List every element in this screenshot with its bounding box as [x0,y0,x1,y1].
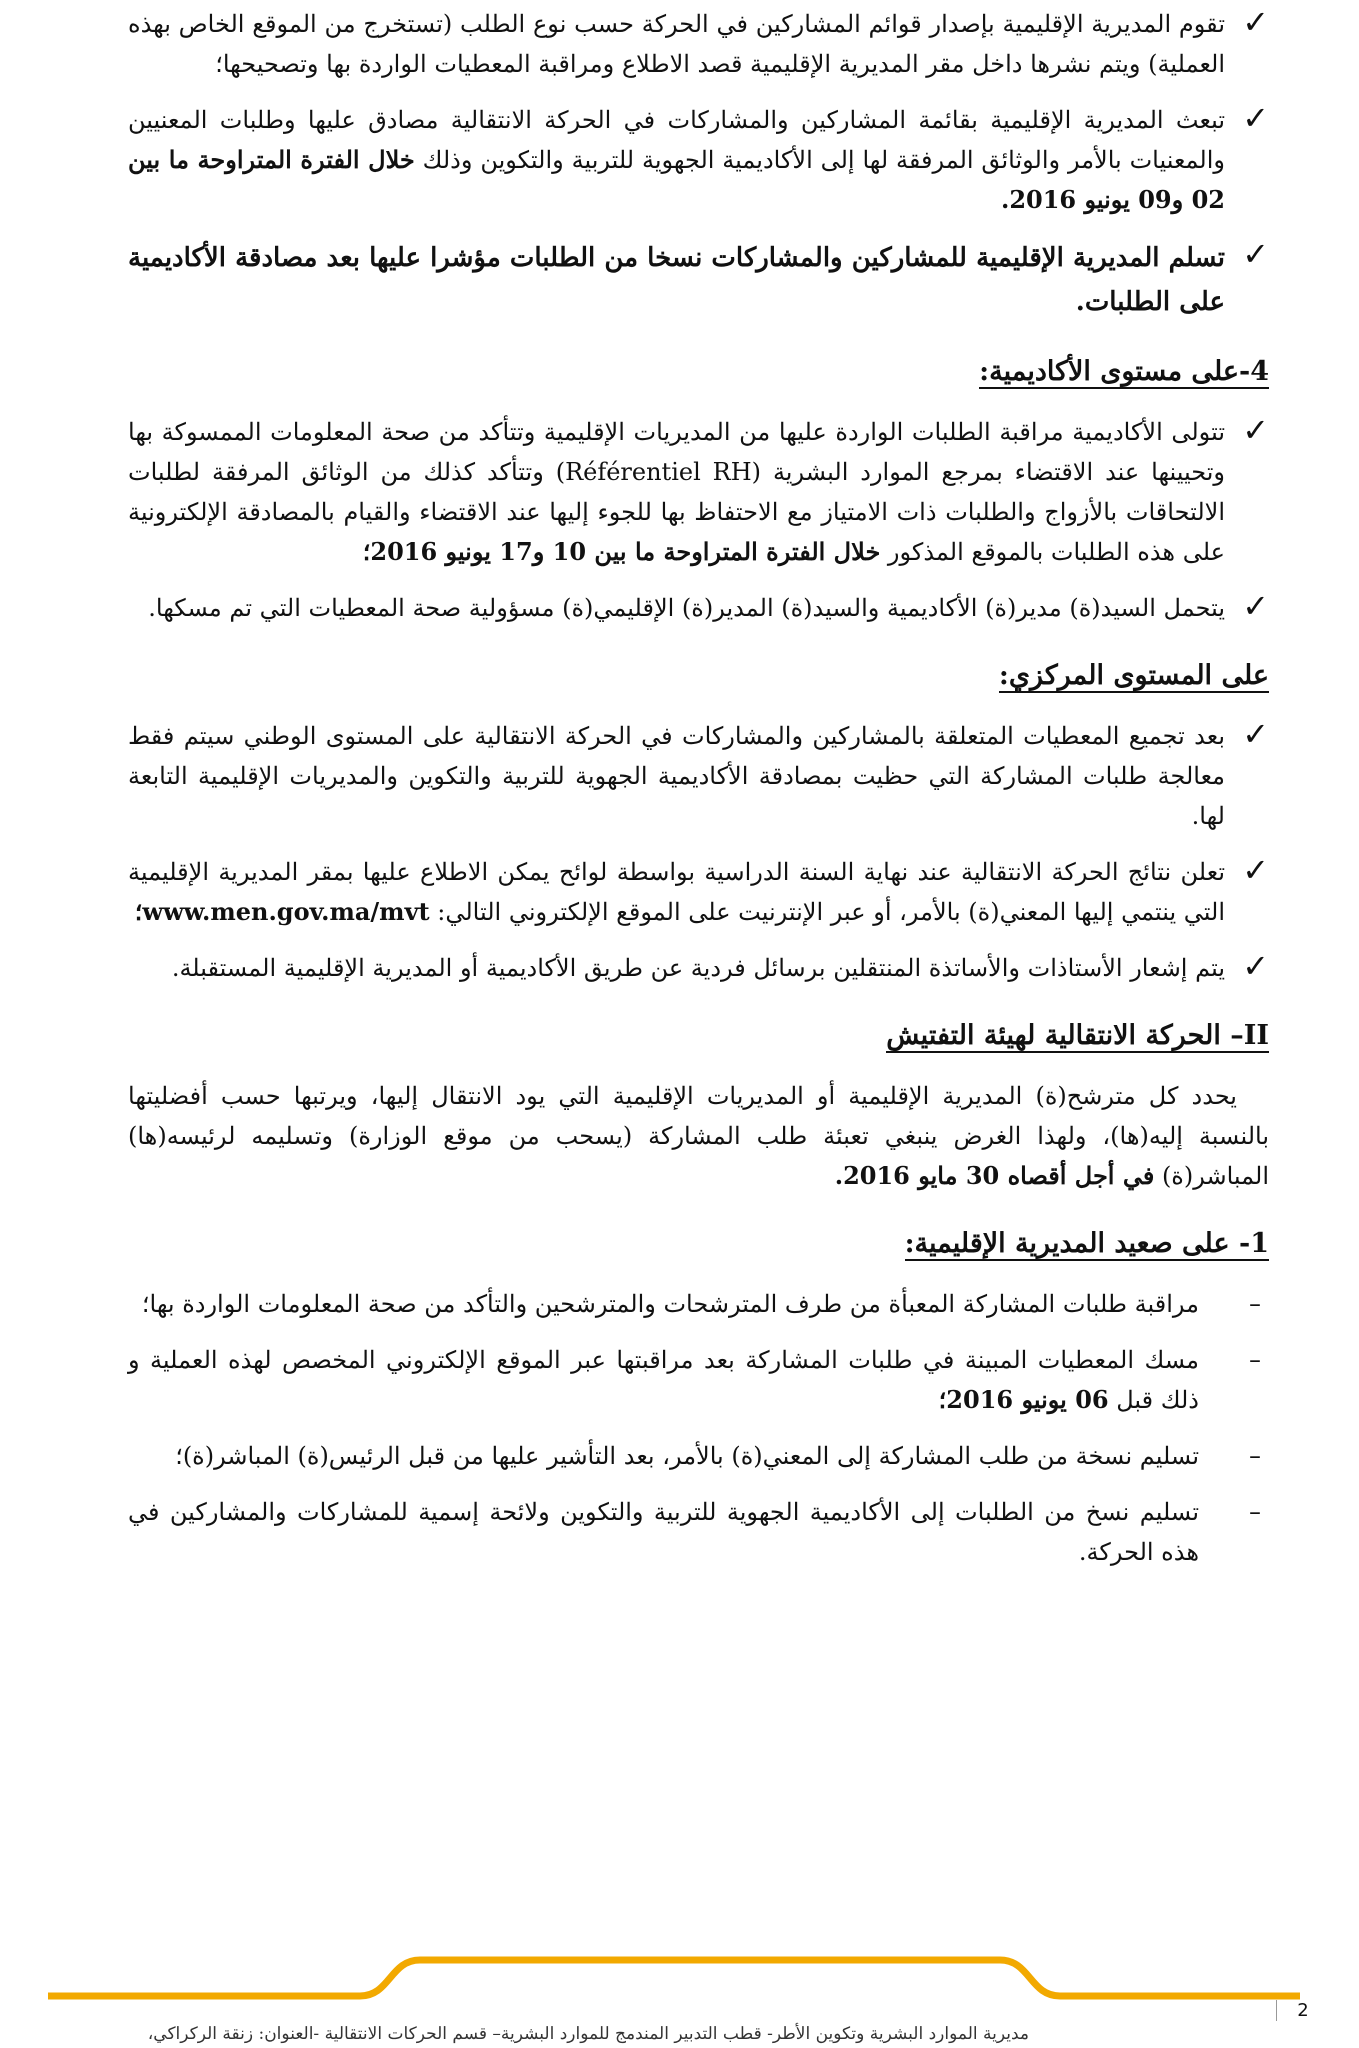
checklist-item [128,948,1269,988]
checklist-item [128,4,1269,84]
block-text: يحدد كل مترشح(ة) المديرية الإقليمية أو المديريات الإقليمية التي يود الانتقال إليها، ويرتبها حسب أفضليتها بالنسبة إليه(ها)، ولهذا الغرض ينبغي تعبئة طلب المشاركة (يسحب من موقع الوزارة) وتسليمه لرئيسه(ها) المباشر(ة) [128,1082,1270,1190]
block-text: تقوم المديرية الإقليمية بإصدار قوائم المشاركين في الحركة حسب نوع الطلب (تستخرج من الموقع الخاص بهذه العملية) ويتم نشرها داخل مقر المديرية الإقليمية قصد الاطلاع ومراقبة المعطيات الواردة بها وتصحيحها؛ [128,10,1225,78]
checkmark-icon: ✓ [1242,587,1269,625]
dash-bullet-icon: – [1249,1498,1261,1526]
block-emphasis: خلال الفترة المتراوحة ما بين 10 و17 يونيو 2016؛ [362,537,881,566]
block-emphasis: خلال الفترة المتراوحة ما بين 02 و09 يونيو 2016. [128,145,1225,214]
checklist-item [128,412,1269,572]
section-heading [128,1014,1269,1058]
block-text: على المستوى المركزي: [998,660,1269,691]
block-text: تعلن نتائج الحركة الانتقالية عند نهاية السنة الدراسية بواسطة لوائح يمكن الاطلاع عليها بمقر المديرية الإقليمية التي ينتمي إليها المعني(ة) بالأمر، أو عبر الإنترنيت على الموقع الإلكتروني التالي: [128,858,1225,926]
checklist-item [128,716,1269,836]
block-text: تتولى الأكاديمية مراقبة الطلبات الواردة عليها من المديريات الإقليمية وتتأكد من صحة المعلومات الممسوكة بها وتحيينها عند الاقتضاء بمرجع الموارد البشرية (Référentiel RH) وتتأكد كذلك من الوثائق المرفقة لطلبات الالتحاقات بالأزواج والطلبات ذات الامتياز مع الاحتفاظ بها للجوء إليها عند الاقتضاء والقيام بالمصادقة الإلكترونية على هذه الطلبات بالموقع المذكور [128,418,1225,566]
block-text: مراقبة طلبات المشاركة المعبأة من طرف المترشحات والمترشحين والتأكد من صحة المعلومات الواردة بها؛ [141,1290,1199,1318]
dash-bullet-icon: – [1249,1442,1261,1470]
checkmark-icon: ✓ [1242,411,1269,449]
checklist-item [128,588,1269,628]
dash-bullet-icon: – [1249,1290,1261,1318]
block-text: 4-على مستوى الأكاديمية: [979,356,1269,387]
footer-decoration [0,1948,1359,2008]
block-text: تسليم نسخ من الطلبات إلى الأكاديمية الجهوية للتربية والتكوين ولائحة إسمية للمشاركات والمشاركين في هذه الحركة. [128,1498,1199,1566]
checkmark-icon: ✓ [1242,715,1269,753]
section-heading [128,350,1269,394]
document-body [128,4,1269,1588]
checklist-item [128,852,1269,932]
checklist-item [128,100,1269,220]
block-text: يتحمل السيد(ة) مدير(ة) الأكاديمية والسيد(ة) المدير(ة) الإقليمي(ة) مسؤولية صحة المعطيات التي تم مسكها. [148,594,1225,622]
block-text: II– الحركة الانتقالية لهيئة التفتيش [886,1020,1269,1051]
page-number: 2 [1276,2000,1323,2021]
block-emphasis: www.men.gov.ma/mvt؛ [134,897,430,926]
checkmark-icon: ✓ [1242,851,1269,889]
checkmark-icon: ✓ [1242,99,1269,137]
block-emphasis: في أجل أقصاه 30 مايو 2016. [834,1161,1155,1190]
section-heading [128,654,1269,698]
checkmark-icon: ✓ [1242,947,1269,985]
checkmark-icon: ✓ [1242,3,1269,41]
checklist-item [128,236,1269,324]
block-text: تسليم نسخة من طلب المشاركة إلى المعني(ة) بالأمر، بعد التأشير عليها من قبل الرئيس(ة) المباشر(ة)؛ [175,1442,1199,1470]
footer-accent-curve [48,1960,1300,1996]
block-text: يتم إشعار الأستاذات والأساتذة المنتقلين برسائل فردية عن طريق الأكاديمية أو المديرية الإقليمية المستقبلة. [171,954,1225,982]
checkmark-icon: ✓ [1242,235,1269,273]
block-emphasis: 06 يونيو 2016؛ [938,1385,1109,1414]
dash-list-item [128,1436,1269,1476]
section-heading [128,1222,1269,1266]
block-text: تبعث المديرية الإقليمية بقائمة المشاركين والمشاركات في الحركة الانتقالية مصادق عليها وطلبات المعنيين والمعنيات بالأمر والوثائق المرفقة لها إلى الأكاديمية الجهوية للتربية والتكوين وذلك [128,106,1225,174]
block-text: تسلم المديرية الإقليمية للمشاركين والمشاركات نسخا من الطلبات مؤشرا عليها بعد مصادقة الأكاديمية على الطلبات. [128,243,1225,317]
dash-list-item [128,1492,1269,1572]
footer-address: مديرية الموارد البشرية وتكوين الأطر- قطب التدبير المندمج للموارد البشرية– قسم الحركات الانتقالية -العنوان: زنقة الركراكي، [147,2024,1029,2044]
dash-bullet-icon: – [1249,1346,1261,1374]
paragraph [128,1076,1269,1196]
block-text: مسك المعطيات المبينة في طلبات المشاركة بعد مراقبتها عبر الموقع الإلكتروني المخصص لهذه العملية و ذلك قبل [128,1346,1199,1414]
dash-list-item [128,1340,1269,1420]
block-text: بعد تجميع المعطيات المتعلقة بالمشاركين والمشاركات في الحركة الانتقالية على المستوى الوطني سيتم فقط معالجة طلبات المشاركة التي حظيت بمصادقة الأكاديمية الجهوية للتربية والتكوين والمديريات الإقليمية التابعة لها. [128,722,1226,830]
block-text: 1- على صعيد المديرية الإقليمية: [904,1228,1269,1259]
dash-list-item [128,1284,1269,1324]
